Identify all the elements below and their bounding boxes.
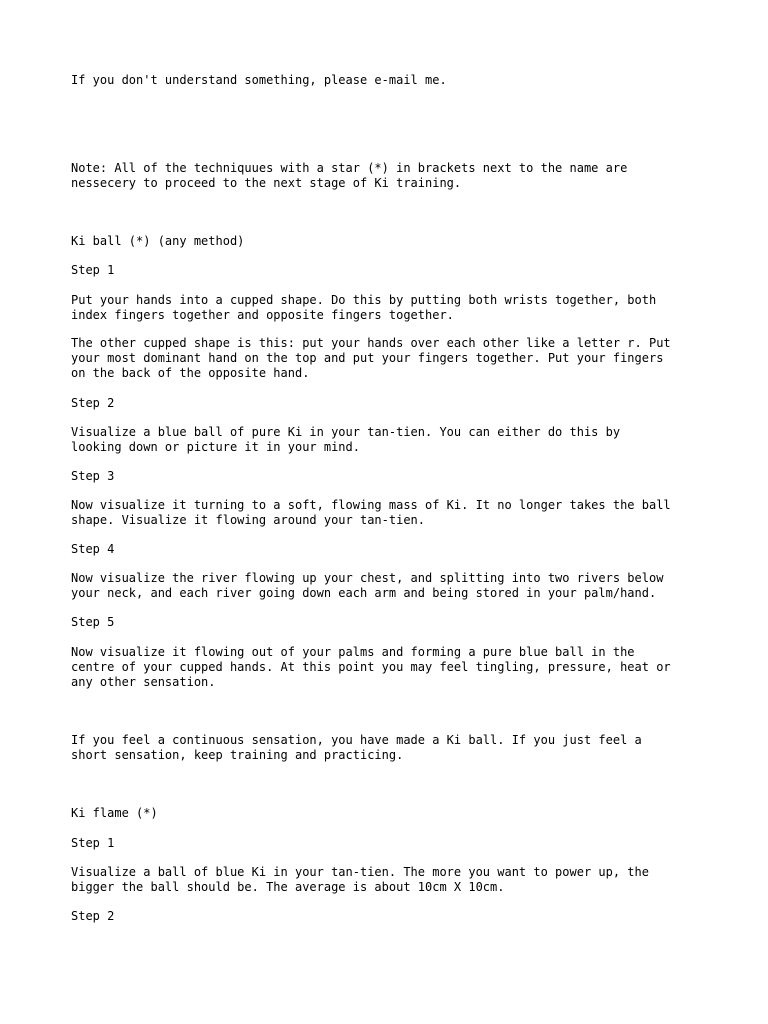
ki-ball-step4-label: Step 4	[71, 542, 115, 556]
ki-ball-step1-alt-text: The other cupped shape is this: put your hands over each other like a letter r. Put your most dominant hand on the top and put your fingers together. Put your fingers on the back of the opposite hand.	[71, 336, 671, 380]
ki-ball-step3-label: Step 3	[71, 469, 115, 483]
ki-ball-step5-text: Now visualize it flowing out of your palms and forming a pure blue ball in the centre of your cupped hands. At this point you may feel tingling, pressure, heat or any other sensation.	[71, 645, 671, 689]
ki-ball-step2-label: Step 2	[71, 396, 115, 410]
ki-ball-heading: Ki ball (*) (any method)	[71, 234, 245, 248]
ki-ball-step2-text: Visualize a blue ball of pure Ki in your tan-tien. You can either do this by looking down or picture it in your mind.	[71, 425, 621, 454]
ki-flame-step1-label: Step 1	[71, 836, 115, 850]
intro-text: If you don't understand something, please e-mail me.	[71, 73, 447, 87]
ki-flame-step2-label: Step 2	[71, 909, 115, 923]
ki-ball-step4-text: Now visualize the river flowing up your chest, and splitting into two rivers below your neck, and each river going down each arm and being stored in your palm/hand.	[71, 571, 664, 600]
ki-ball-step1-text: Put your hands into a cupped shape. Do this by putting both wrists together, both index fingers together and opposite fingers together.	[71, 293, 657, 322]
ki-ball-step1-label: Step 1	[71, 263, 115, 277]
ki-ball-result-text: If you feel a continuous sensation, you have made a Ki ball. If you just feel a short sensation, keep training and practicing.	[71, 733, 642, 762]
ki-flame-step1-text: Visualize a ball of blue Ki in your tan-tien. The more you want to power up, the bigger the ball should be. The average is about 10cm X 10cm.	[71, 865, 649, 894]
ki-ball-step3-text: Now visualize it turning to a soft, flowing mass of Ki. It no longer takes the ball shape. Visualize it flowing around your tan-tien.	[71, 498, 671, 527]
ki-flame-heading: Ki flame (*)	[71, 806, 158, 820]
ki-ball-step5-label: Step 5	[71, 615, 115, 629]
note-text: Note: All of the techniquues with a star (*) in brackets next to the name are nessecery to proceed to the next stage of Ki training.	[71, 161, 628, 190]
